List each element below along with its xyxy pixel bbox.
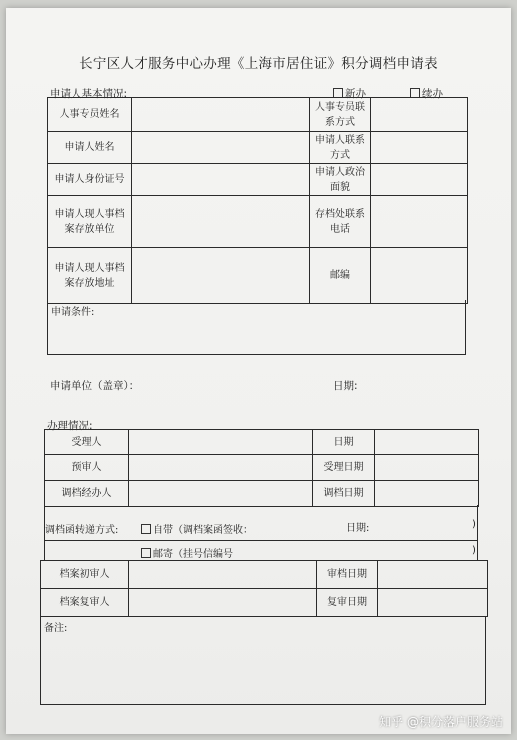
form-title: 长宁区人才服务中心办理《上海市居住证》积分调档申请表 xyxy=(79,56,438,72)
remarks-field[interactable] xyxy=(40,616,486,705)
field-input[interactable] xyxy=(371,196,468,248)
table-row xyxy=(48,98,468,132)
transfer-date-label: 日期: xyxy=(346,523,370,534)
field-label: 申请人姓名 xyxy=(48,132,132,164)
field-input[interactable] xyxy=(378,561,488,589)
field-label: 人事专员联系方式 xyxy=(310,98,371,132)
field-input[interactable] xyxy=(129,430,313,455)
divider xyxy=(44,540,478,541)
new-application-label: 新办 xyxy=(345,88,366,100)
field-input[interactable] xyxy=(371,132,468,164)
checkbox-icon xyxy=(141,548,151,558)
table-row xyxy=(45,430,479,455)
field-label: 邮编 xyxy=(310,248,371,304)
divider xyxy=(44,505,45,561)
field-input[interactable] xyxy=(132,196,310,248)
table-row xyxy=(45,481,479,507)
field-label: 预审人 xyxy=(45,455,129,481)
field-label: 申请人联系方式 xyxy=(310,132,371,164)
field-input[interactable] xyxy=(378,589,488,617)
field-input[interactable] xyxy=(132,248,310,304)
field-label: 申请人身份证号 xyxy=(48,164,132,196)
close-paren-mark: ) xyxy=(472,545,476,556)
field-input[interactable] xyxy=(132,132,310,164)
field-input[interactable] xyxy=(371,248,468,304)
table-row xyxy=(48,132,468,164)
checkbox-icon xyxy=(141,524,151,534)
field-label: 申请人政治面貌 xyxy=(310,164,371,196)
field-input[interactable] xyxy=(375,455,479,481)
transfer-method-label: 调档函转递方式: xyxy=(45,525,119,536)
field-label: 受理人 xyxy=(45,430,129,455)
conditions-field[interactable] xyxy=(47,300,466,355)
field-label: 申请人现人事档案存放单位 xyxy=(48,196,132,248)
field-input[interactable] xyxy=(371,98,468,132)
field-label: 审档日期 xyxy=(317,561,378,589)
field-label: 存档处联系电话 xyxy=(310,196,371,248)
field-input[interactable] xyxy=(129,589,317,617)
divider xyxy=(477,505,478,561)
table-row xyxy=(48,196,468,248)
field-input[interactable] xyxy=(375,430,479,455)
field-input[interactable] xyxy=(129,455,313,481)
applicant-info-table xyxy=(47,97,468,304)
field-label: 调档日期 xyxy=(313,481,375,507)
table-row xyxy=(41,589,488,617)
transfer-mail-label: 邮寄（挂号信编号 xyxy=(153,549,233,560)
applicant-section-heading: 申请人基本情况: xyxy=(50,88,128,100)
field-label: 档案初审人 xyxy=(41,561,129,589)
field-label: 受理日期 xyxy=(313,455,375,481)
conditions-label: 申请条件: xyxy=(51,307,95,318)
transfer-mail-option[interactable] xyxy=(141,545,233,560)
table-row xyxy=(45,455,479,481)
close-paren-mark: ) xyxy=(472,519,476,530)
transfer-self-label: 自带（调档案函签收： xyxy=(153,525,253,536)
field-label: 调档经办人 xyxy=(45,481,129,507)
field-label: 复审日期 xyxy=(317,589,378,617)
field-input[interactable] xyxy=(371,164,468,196)
table-row xyxy=(48,164,468,196)
field-input[interactable] xyxy=(132,164,310,196)
watermark-text: 知乎 @积分落户服务站 xyxy=(379,715,503,729)
field-label: 人事专员姓名 xyxy=(48,98,132,132)
table-row xyxy=(41,561,488,589)
field-label: 日期 xyxy=(313,430,375,455)
field-label: 档案复审人 xyxy=(41,589,129,617)
renew-application-label: 续办 xyxy=(422,88,443,100)
table-row xyxy=(48,248,468,304)
field-label: 申请人现人事档案存放地址 xyxy=(48,248,132,304)
field-input[interactable] xyxy=(132,98,310,132)
apply-date-label: 日期: xyxy=(333,380,358,392)
transfer-self-option[interactable] xyxy=(141,521,253,536)
review-table xyxy=(40,560,488,617)
processing-table xyxy=(44,429,479,507)
remarks-label: 备注: xyxy=(44,623,68,634)
processing-section-heading: 办理情况: xyxy=(47,420,93,432)
field-input[interactable] xyxy=(375,481,479,507)
field-input[interactable] xyxy=(129,481,313,507)
field-input[interactable] xyxy=(129,561,317,589)
applying-unit-label: 申请单位（盖章）： xyxy=(50,380,140,392)
